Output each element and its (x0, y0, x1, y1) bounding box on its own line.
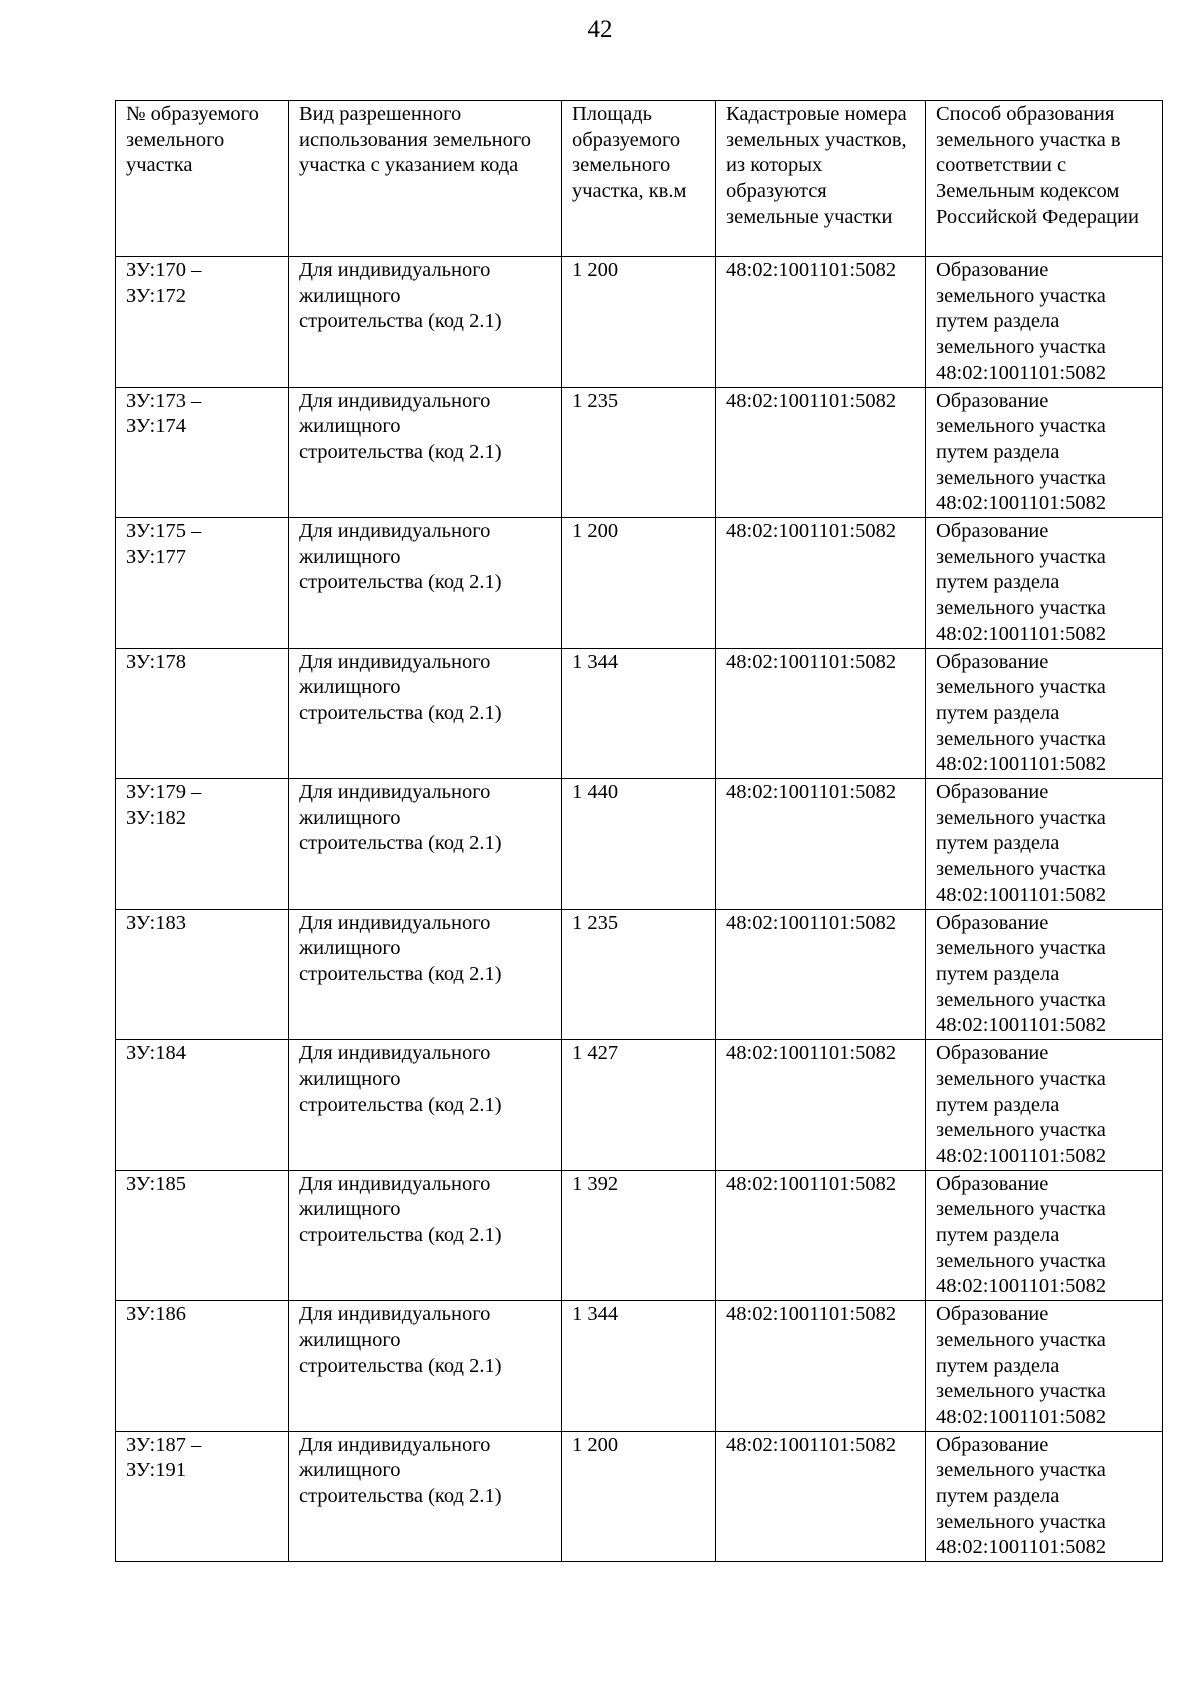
cell-permitted-use-line: Для индивидуального (299, 520, 491, 543)
header-plot-number: № образуемого земельного участка (116, 101, 289, 257)
cell-formation-method-line: земельного участка (936, 806, 1106, 829)
cell-cadastral-number: 48:02:1001101:5082 (716, 1170, 926, 1301)
cell-formation-method-line: путем раздела (936, 832, 1060, 855)
cell-cadastral-number: 48:02:1001101:5082 (716, 257, 926, 388)
header-row (116, 101, 1163, 257)
cell-formation-method-line: земельного участка (936, 858, 1106, 881)
cell-permitted-use-line: Для индивидуального (299, 1042, 491, 1065)
cell-formation-method-line: 48:02:1001101:5082 (936, 883, 1107, 906)
cell-permitted-use (289, 648, 562, 779)
cell-permitted-use-line: Для индивидуального (299, 1433, 491, 1456)
cell-plot-number (116, 257, 289, 388)
cell-plot-number-line: ЗУ:173 – (126, 389, 202, 412)
cell-plot-number-line: ЗУ:178 (126, 650, 186, 673)
cell-cadastral-number: 48:02:1001101:5082 (716, 648, 926, 779)
cell-formation-method (926, 909, 1163, 1040)
cell-permitted-use-line: Для индивидуального (299, 911, 491, 934)
cell-plot-number-line: ЗУ:191 (126, 1459, 186, 1482)
cell-formation-method-line: путем раздела (936, 310, 1060, 333)
cell-formation-method (926, 518, 1163, 649)
cell-formation-method (926, 257, 1163, 388)
cell-permitted-use (289, 909, 562, 1040)
cell-permitted-use-line: жилищного (299, 545, 401, 568)
cell-area: 1 440 (562, 779, 716, 910)
table-row (116, 779, 1163, 910)
cell-permitted-use (289, 387, 562, 518)
cell-formation-method-line: Образование (936, 1042, 1049, 1065)
cell-formation-method-line: Образование (936, 259, 1049, 281)
cell-cadastral-number: 48:02:1001101:5082 (716, 1040, 926, 1171)
cell-formation-method-line: Образование (936, 1303, 1049, 1326)
header-permitted-use: Вид разрешенного использования земельного участка с указанием кода (289, 101, 562, 257)
cell-area: 1 392 (562, 1170, 716, 1301)
cell-permitted-use-line: жилищного (299, 676, 401, 699)
cell-permitted-use-line: строительства (код 2.1) (299, 1224, 502, 1247)
cell-formation-method-line: 48:02:1001101:5082 (936, 361, 1107, 384)
table-header (116, 101, 1163, 257)
cell-permitted-use-line: строительства (код 2.1) (299, 1093, 502, 1116)
cell-formation-method-line: 48:02:1001101:5082 (936, 1144, 1107, 1167)
cell-permitted-use-line: строительства (код 2.1) (299, 1485, 502, 1508)
cell-cadastral-number: 48:02:1001101:5082 (716, 779, 926, 910)
cell-area: 1 235 (562, 387, 716, 518)
cell-cadastral-number: 48:02:1001101:5082 (716, 518, 926, 649)
cell-formation-method-line: 48:02:1001101:5082 (936, 1014, 1107, 1037)
table-body (116, 257, 1163, 1562)
cell-permitted-use-line: Для индивидуального (299, 650, 491, 673)
table-row (116, 518, 1163, 649)
cell-formation-method-line: путем раздела (936, 1093, 1060, 1116)
cell-permitted-use (289, 1431, 562, 1562)
table-row (116, 1170, 1163, 1301)
cell-formation-method-line: путем раздела (936, 571, 1060, 594)
cell-formation-method-line: земельного участка (936, 597, 1106, 620)
cell-formation-method-line: земельного участка (936, 937, 1106, 960)
cell-permitted-use-line: Для индивидуального (299, 1172, 491, 1195)
cell-permitted-use-line: жилищного (299, 1067, 401, 1090)
cell-plot-number (116, 387, 289, 518)
cell-permitted-use-line: строительства (код 2.1) (299, 571, 502, 594)
cell-formation-method-line: земельного участка (936, 727, 1106, 750)
page-number: 42 (587, 16, 613, 43)
cell-formation-method-line: путем раздела (936, 1224, 1060, 1247)
cell-formation-method-line: 48:02:1001101:5082 (936, 1275, 1107, 1298)
cell-plot-number-line: ЗУ:175 – (126, 520, 202, 543)
cell-area: 1 344 (562, 1301, 716, 1432)
cell-permitted-use-line: жилищного (299, 284, 401, 307)
cell-plot-number-line: ЗУ:183 (126, 911, 186, 934)
cell-plot-number (116, 518, 289, 649)
cell-plot-number-line: ЗУ:170 – (126, 259, 202, 281)
cell-formation-method-line: 48:02:1001101:5082 (936, 1536, 1107, 1559)
cell-permitted-use-line: строительства (код 2.1) (299, 1354, 502, 1377)
cell-plot-number-line: ЗУ:179 – (126, 781, 202, 804)
cell-plot-number (116, 1301, 289, 1432)
cell-formation-method-line: Образование (936, 1433, 1049, 1456)
cell-formation-method-line: 48:02:1001101:5082 (936, 753, 1107, 776)
cell-formation-method-line: Образование (936, 389, 1049, 412)
cell-permitted-use-line: жилищного (299, 415, 401, 438)
cell-formation-method-line: Образование (936, 650, 1049, 673)
cell-area: 1 200 (562, 518, 716, 649)
table-row (116, 648, 1163, 779)
cell-plot-number (116, 648, 289, 779)
cell-permitted-use (289, 1301, 562, 1432)
table-row (116, 1301, 1163, 1432)
table-row (116, 1431, 1163, 1562)
cell-formation-method (926, 1301, 1163, 1432)
cell-permitted-use-line: строительства (код 2.1) (299, 832, 502, 855)
cell-formation-method (926, 779, 1163, 910)
cell-formation-method-line: путем раздела (936, 440, 1060, 463)
header-cadastral-numbers: Кадастровые номера земельных участков, из которых образуются земельные участки (716, 101, 926, 257)
cell-formation-method-line: земельного участка (936, 1198, 1106, 1221)
header-area: Площадь образуемого земельного участка, кв.м (562, 101, 716, 257)
land-plots-table (115, 100, 1163, 1562)
cell-plot-number-line: ЗУ:182 (126, 806, 186, 829)
header-formation-method: Способ образования земельного участка в соответствии с Земельным кодексом Российской Федерации (926, 101, 1163, 257)
cell-cadastral-number: 48:02:1001101:5082 (716, 1301, 926, 1432)
cell-plot-number-line: ЗУ:174 (126, 415, 186, 438)
cell-permitted-use-line: Для индивидуального (299, 781, 491, 804)
cell-formation-method-line: Образование (936, 520, 1049, 543)
cell-formation-method-line: земельного участка (936, 1380, 1106, 1403)
cell-formation-method-line: земельного участка (936, 284, 1106, 307)
cell-permitted-use-line: строительства (код 2.1) (299, 962, 502, 985)
cell-permitted-use-line: жилищного (299, 1459, 401, 1482)
table-row (116, 909, 1163, 1040)
cell-plot-number-line: ЗУ:172 (126, 284, 186, 307)
cell-plot-number (116, 1040, 289, 1171)
cell-plot-number-line: ЗУ:187 – (126, 1433, 202, 1456)
cell-area: 1 235 (562, 909, 716, 1040)
cell-formation-method-line: земельного участка (936, 466, 1106, 489)
cell-plot-number (116, 909, 289, 1040)
cell-permitted-use (289, 257, 562, 388)
cell-formation-method-line: путем раздела (936, 962, 1060, 985)
cell-plot-number (116, 1431, 289, 1562)
cell-permitted-use-line: жилищного (299, 1198, 401, 1221)
cell-permitted-use-line: строительства (код 2.1) (299, 701, 502, 724)
cell-formation-method (926, 648, 1163, 779)
table-row (116, 1040, 1163, 1171)
cell-formation-method-line: 48:02:1001101:5082 (936, 1405, 1107, 1428)
cell-plot-number-line: ЗУ:177 (126, 545, 186, 568)
cell-formation-method-line: земельного участка (936, 1459, 1106, 1482)
cell-formation-method-line: земельного участка (936, 1067, 1106, 1090)
cell-formation-method-line: земельного участка (936, 988, 1106, 1011)
cell-plot-number-line: ЗУ:184 (126, 1042, 186, 1065)
cell-formation-method-line: земельного участка (936, 1328, 1106, 1351)
cell-formation-method-line: путем раздела (936, 1485, 1060, 1508)
cell-permitted-use-line: Для индивидуального (299, 259, 491, 281)
cell-permitted-use-line: Для индивидуального (299, 1303, 491, 1326)
cell-formation-method (926, 387, 1163, 518)
table-row (116, 387, 1163, 518)
cell-permitted-use (289, 779, 562, 910)
cell-formation-method-line: земельного участка (936, 415, 1106, 438)
cell-permitted-use-line: жилищного (299, 1328, 401, 1351)
cell-formation-method-line: Образование (936, 1172, 1049, 1195)
cell-formation-method-line: 48:02:1001101:5082 (936, 622, 1107, 645)
cell-formation-method-line: путем раздела (936, 701, 1060, 724)
cell-area: 1 200 (562, 257, 716, 388)
cell-formation-method-line: земельного участка (936, 1510, 1106, 1533)
cell-area: 1 344 (562, 648, 716, 779)
cell-permitted-use-line: жилищного (299, 937, 401, 960)
cell-formation-method-line: земельного участка (936, 1249, 1106, 1272)
cell-plot-number-line: ЗУ:186 (126, 1303, 186, 1326)
cell-formation-method-line: Образование (936, 781, 1049, 804)
cell-formation-method-line: 48:02:1001101:5082 (936, 492, 1107, 515)
cell-permitted-use (289, 1170, 562, 1301)
cell-formation-method-line: земельного участка (936, 336, 1106, 359)
cell-cadastral-number: 48:02:1001101:5082 (716, 387, 926, 518)
cell-formation-method (926, 1040, 1163, 1171)
cell-formation-method (926, 1431, 1163, 1562)
cell-formation-method-line: земельного участка (936, 676, 1106, 699)
cell-plot-number (116, 1170, 289, 1301)
cell-area: 1 427 (562, 1040, 716, 1171)
cell-plot-number-line: ЗУ:185 (126, 1172, 186, 1195)
cell-permitted-use-line: Для индивидуального (299, 389, 491, 412)
cell-permitted-use-line: строительства (код 2.1) (299, 310, 502, 333)
cell-permitted-use-line: жилищного (299, 806, 401, 829)
cell-cadastral-number: 48:02:1001101:5082 (716, 1431, 926, 1562)
table-row (116, 257, 1163, 388)
cell-permitted-use-line: строительства (код 2.1) (299, 440, 502, 463)
cell-formation-method-line: путем раздела (936, 1354, 1060, 1377)
cell-formation-method-line: земельного участка (936, 545, 1106, 568)
cell-permitted-use (289, 1040, 562, 1171)
cell-permitted-use (289, 518, 562, 649)
cell-cadastral-number: 48:02:1001101:5082 (716, 909, 926, 1040)
cell-formation-method-line: земельного участка (936, 1119, 1106, 1142)
cell-formation-method-line: Образование (936, 911, 1049, 934)
cell-plot-number (116, 779, 289, 910)
cell-area: 1 200 (562, 1431, 716, 1562)
cell-formation-method (926, 1170, 1163, 1301)
